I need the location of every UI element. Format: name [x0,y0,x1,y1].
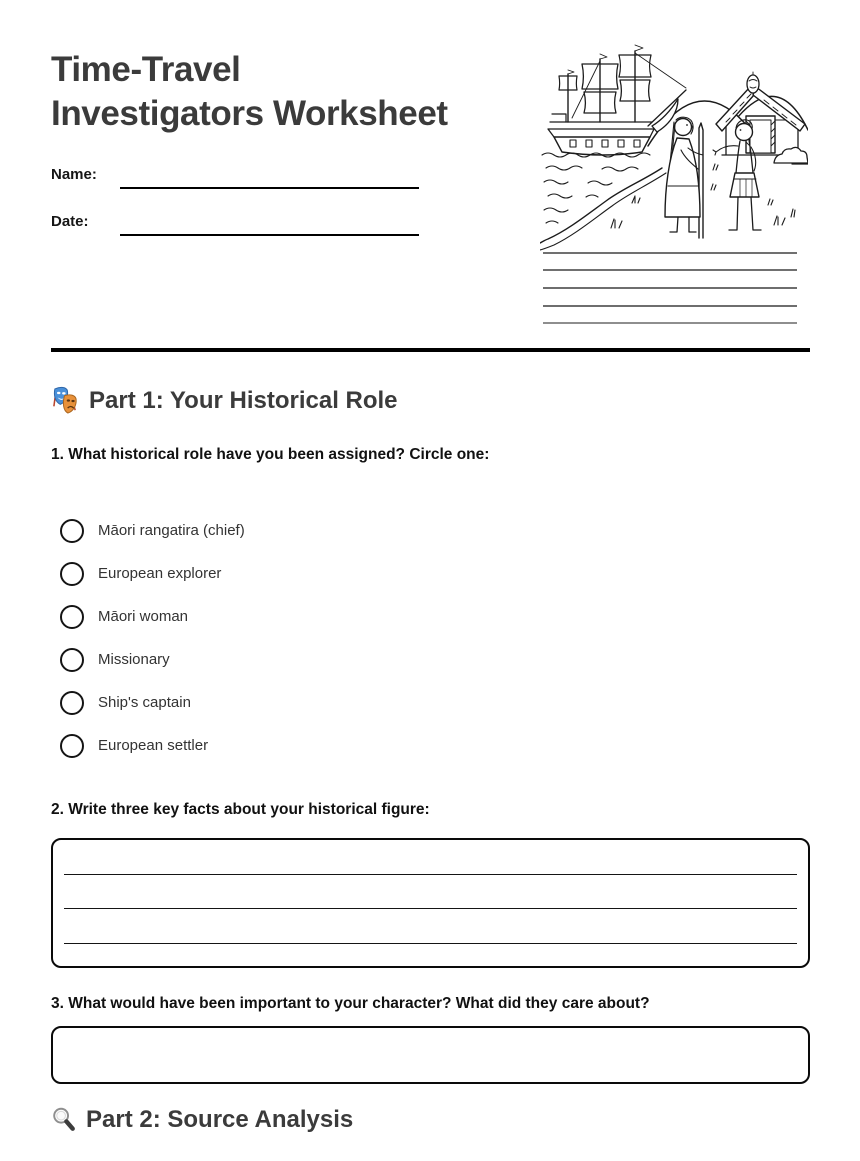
radio-maori-rangatira[interactable] [60,519,84,543]
name-label: Name: [51,166,97,183]
bush [774,147,808,163]
option-row [51,552,471,595]
radio-missionary[interactable] [60,648,84,672]
answer-write-line [64,874,797,875]
answer-write-line [64,943,797,944]
radio-european-explorer[interactable] [60,562,84,586]
option-label: European explorer [98,565,222,582]
option-label: Missionary [98,651,170,668]
answer-write-line [64,908,797,909]
shoreline [540,168,662,243]
page-title-line2: Investigators Worksheet [51,94,448,134]
part1-heading-text: Part 1: Your Historical Role [89,386,398,414]
page-title [51,48,531,136]
question-1-label: 1. What historical role have you been assigned? Circle one: [51,446,490,463]
magnifying-glass-icon [51,1106,77,1134]
cover-illustration [540,42,808,330]
option-row [51,595,471,638]
part1-heading [51,386,398,415]
illustration-writing-lines [543,253,797,323]
name-input-line[interactable] [120,187,419,189]
question-2-answer-box[interactable] [51,838,810,968]
radio-maori-woman[interactable] [60,605,84,629]
theater-masks-icon [51,386,80,415]
date-label: Date: [51,213,89,230]
radio-ships-captain[interactable] [60,691,84,715]
option-row [51,509,471,552]
question-3-label: 3. What would have been important to your character? What did they care about? [51,995,650,1012]
part2-heading [51,1106,353,1134]
option-label: Ship's captain [98,694,191,711]
question-3-answer-box[interactable] [51,1026,810,1084]
option-row [51,681,471,724]
part2-heading-text: Part 2: Source Analysis [86,1106,354,1133]
water-waves [542,153,650,223]
date-input-line[interactable] [120,234,419,236]
option-row [51,638,471,681]
option-label: Māori rangatira (chief) [98,522,245,539]
section-divider [51,348,810,352]
option-label: Māori woman [98,608,189,625]
radio-european-settler[interactable] [60,734,84,758]
role-options-list [51,509,471,767]
question-2-label: 2. Write three key facts about your historical figure: [51,801,430,818]
page-title-line1: Time-Travel [51,50,241,89]
meeting-scene-drawing [540,42,808,330]
option-row [51,724,471,767]
option-label: European settler [98,737,209,754]
